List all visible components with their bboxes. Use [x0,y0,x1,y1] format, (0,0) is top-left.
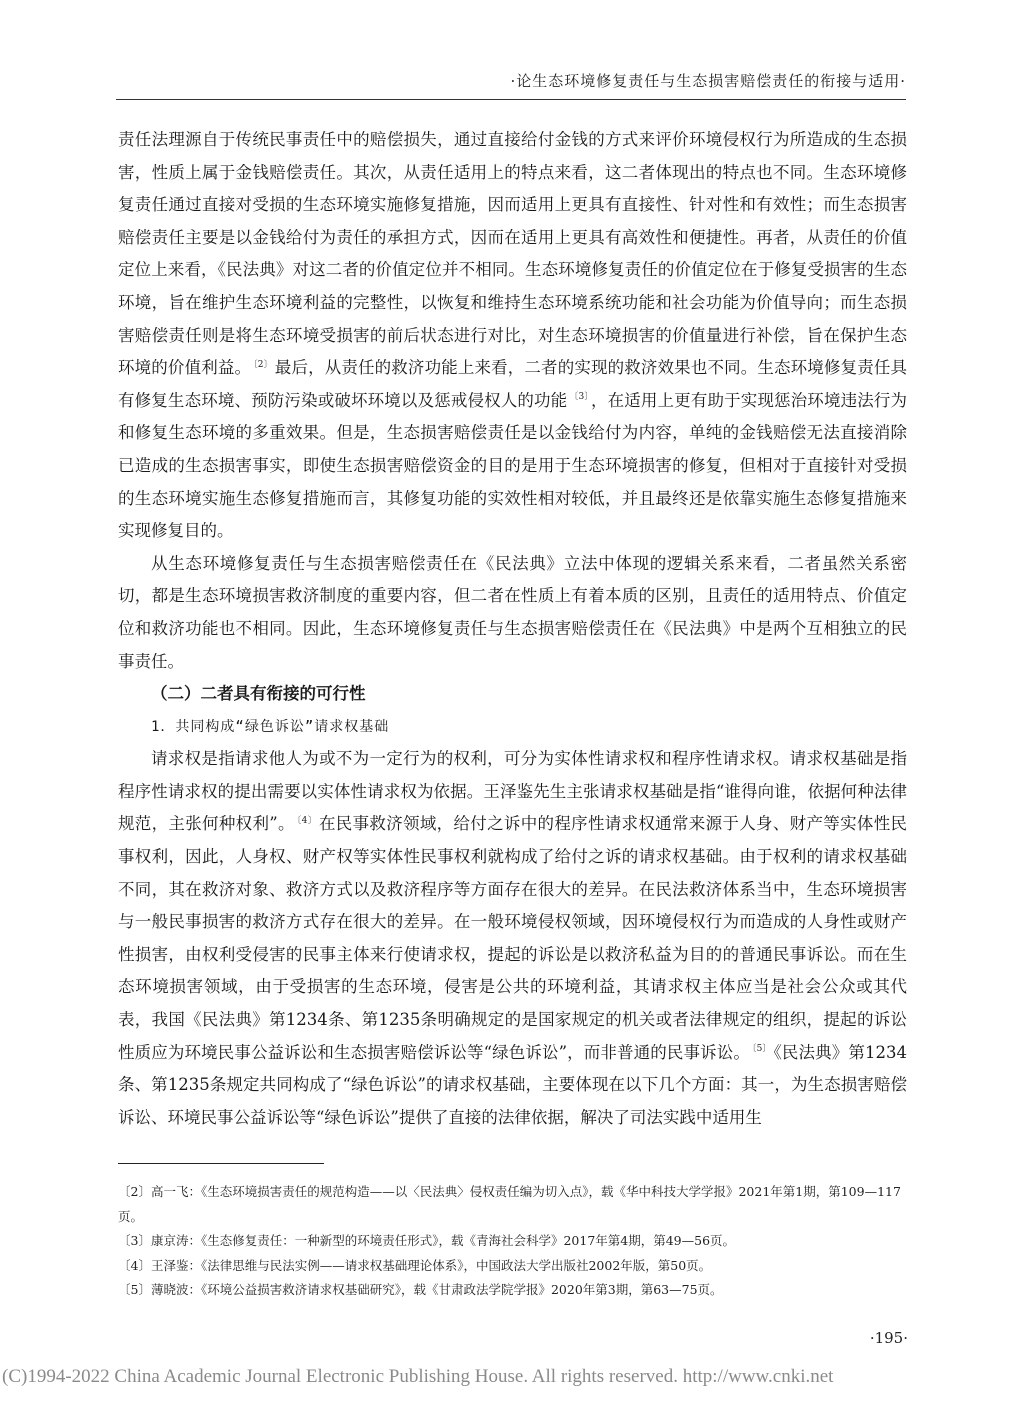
page-number: ·195· [869,1329,908,1347]
paragraph-1-part-a: 责任法理源自于传统民事责任中的赔偿损失，通过直接给付金钱的方式来评价环境侵权行为所造成的生态损害，性质上属于金钱赔偿责任。其次，从责任适用上的特点来看，这二者体现出的特点也不同。生态环境修复责任通过直接对受损的生态环境实施修复措施，因而适用上更具有直接性、针对性和有效性；而生态损害赔偿责任主要是以金钱给付为责任的承担方式，因而在适用上更具有高效性和便捷性。再者，从责任的价值定位上来看，《民法典》对这二者的价值定位并不相同。生态环境修复责任的价值定位在于修复受损害的生态环境，旨在维护生态环境利益的完整性，以恢复和维持生态环境系统功能和社会功能为价值导向；而生态损害赔偿责任则是将生态环境受损害的前后状态进行对比，对生态环境损害的价值量进行补偿，旨在保护生态环境的价值利益。 [118,130,907,378]
subsection-heading: 1．共同构成“绿色诉讼”请求权基础 [151,718,390,735]
section-heading: （二）二者具有衔接的可行性 [151,684,366,704]
paragraph-3-part-c: 《民法典》第1234条、第1235条规定共同构成了“绿色诉讼”的请求权基础，主要体现在以下几个方面：其一，为生态损害赔偿诉讼、环境民事公益诉讼等“绿色诉讼”提供了直接的法律依据，解决了司法实践中适用生 [118,1042,908,1127]
footnote-ref-3[interactable]: 〔3〕 [569,392,589,403]
footnote-3: 〔3〕康京涛：《生态修复责任：一种新型的环境责任形式》，载《青海社会科学》2017年第4期，第49—56页。 [118,1233,736,1248]
header-rule [116,99,906,100]
footnote-2: 〔2〕高一飞：《生态环境损害责任的规范构造——以〈民法典〉侵权责任编为切入点》，载《华中科技大学学报》2021年第1期，第109—117页。 [118,1184,901,1224]
paragraph-3-part-b: 在民事救济领域，给付之诉中的程序性请求权通常来源于人身、财产等实体性民事权利，因此，人身权、财产权等实体性民事权利就构成了给付之诉的请求权基础。由于权利的请求权基础不同，其在救济对象、救济方式以及救济程序等方面存在很大的差异。在民法救济体系当中，生态环境损害与一般民事损害的救济方式存在很大的差异。在一般环境侵权领域，因环境侵权行为而造成的人身性或财产性损害，由权利受侵害的民事主体来行使请求权，提起的诉讼是以救济私益为目的的普通民事诉讼。而在生态环境损害领域，由于受损害的生态环境，侵害是公共的环境利益，其请求权主体应当是社会公众或其代表，我国《民法典》第1234条、第1235条明确规定的是国家规定的机关或者法律规定的组织，提起的诉讼性质应为环境民事公益诉讼和生态损害赔偿诉讼等“绿色诉讼”，而非普通的民事诉讼。 [118,814,908,1062]
running-head: ·论生态环境修复责任与生态损害赔偿责任的衔接与适用· [510,72,906,90]
paragraph-3-part-a: 请求权是指请求他人为或不为一定行为的权利，可分为实体性请求权和程序性请求权。请求权基础是指程序性请求权的提出需要以实体性请求权为依据。王泽鉴先生主张请求权基础是指“谁得向谁，依据何种法律规范，主张何种权利”。 [118,749,907,834]
body-text [118,124,907,1134]
footnotes [118,1180,907,1303]
footnote-5: 〔5〕薄晓波：《环境公益损害救济请求权基础研究》，载《甘肃政法学院学报》2020年第3期，第63—75页。 [118,1282,723,1297]
paragraph-3 [118,743,907,1134]
footnote-4: 〔4〕王泽鉴：《法律思维与民法实例——请求权基础理论体系》，中国政法大学出版社2002年版，第50页。 [118,1257,712,1273]
footnote-ref-5[interactable]: 〔5〕 [751,1044,772,1055]
paragraph-1 [118,124,907,548]
footnote-ref-2[interactable]: 〔2〕 [253,359,273,370]
footnote-ref-4[interactable]: 〔4〕 [296,815,317,826]
paragraph-1-part-c: ，在适用上更有助于实现惩治环境违法行为和修复生态环境的多重效果。但是，生态损害赔偿责任是以金钱给付为内容，单纯的金钱赔偿无法直接消除已造成的生态损害事实，即使生态损害赔偿资金的目的是用于生态环境损害的修复，但相对于直接针对受损的生态环境实施生态修复措施而言，其修复功能的实效性相对较低，并且最终还是依靠实施生态修复措施来实现修复目的。 [118,390,908,541]
copyright-watermark: (C)1994-2022 China Academic Journal Electronic Publishing House. All rights reserved. http://www.cnki.net [2,1366,834,1387]
paragraph-1-part-b: 最后，从责任的救济功能上来看，二者的实现的救济效果也不同。生态环境修复责任具有修复生态环境、预防污染或破坏环境以及惩戒侵权人的功能 [118,358,908,410]
paragraph-2: 从生态环境修复责任与生态损害赔偿责任在《民法典》立法中体现的逻辑关系来看，二者虽然关系密切，都是生态环境损害救济制度的重要内容，但二者在性质上有着本质的区别，且责任的适用特点、价值定位和救济功能也不相同。因此，生态环境修复责任与生态损害赔偿责任在《民法典》中是两个互相独立的民事责任。 [118,553,907,671]
footnote-rule [118,1163,324,1164]
